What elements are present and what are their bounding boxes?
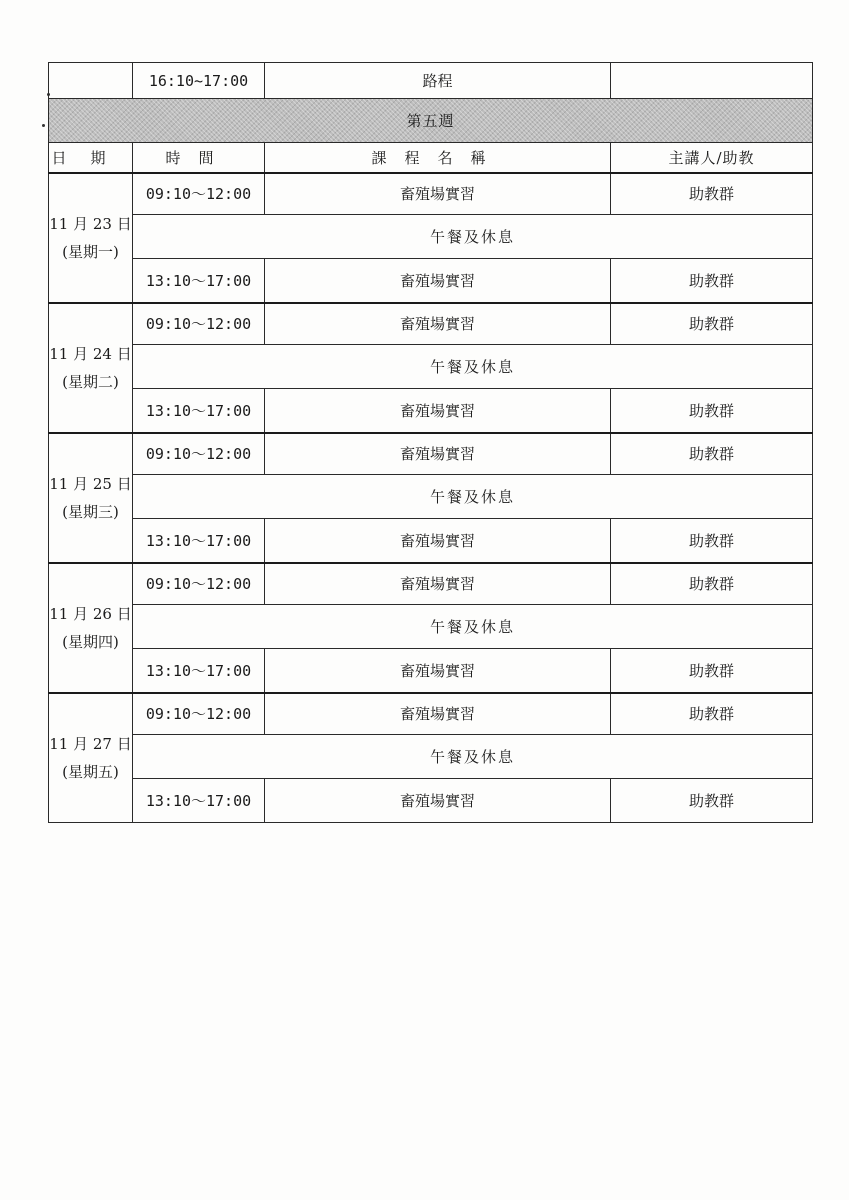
- header-course: 課程名稱: [265, 143, 611, 173]
- day-lunch-row: [49, 345, 813, 389]
- afternoon-teacher: 助教群: [611, 389, 813, 433]
- morning-course: 畜殖場實習: [265, 433, 611, 475]
- scan-dot: [42, 124, 45, 127]
- day-weekday: (星期三): [62, 502, 119, 521]
- day-date-cell: [49, 303, 133, 433]
- day-morning-row: [49, 563, 813, 605]
- day-morning-row: [49, 693, 813, 735]
- day-lunch-row: [49, 475, 813, 519]
- top-row-course: 路程: [265, 63, 611, 99]
- day-morning-row: [49, 173, 813, 215]
- days-body: [49, 173, 813, 823]
- morning-course: 畜殖場實習: [265, 173, 611, 215]
- afternoon-teacher: 助教群: [611, 259, 813, 303]
- day-date: 11 月 23 日: [49, 214, 132, 233]
- morning-course: 畜殖場實習: [265, 303, 611, 345]
- day-afternoon-row: [49, 519, 813, 563]
- afternoon-teacher: 助教群: [611, 649, 813, 693]
- afternoon-teacher: 助教群: [611, 779, 813, 823]
- afternoon-course: 畜殖場實習: [265, 259, 611, 303]
- day-date-cell: [49, 433, 133, 563]
- afternoon-course: 畜殖場實習: [265, 649, 611, 693]
- morning-teacher: 助教群: [611, 433, 813, 475]
- day-date: 11 月 24 日: [49, 344, 132, 363]
- week-title: 第五週: [49, 99, 813, 143]
- header-row: [49, 143, 813, 173]
- lunch-break: 午餐及休息: [133, 215, 813, 259]
- day-afternoon-row: [49, 649, 813, 693]
- header-time: 時間: [133, 143, 265, 173]
- lunch-break: 午餐及休息: [133, 605, 813, 649]
- lunch-break: 午餐及休息: [133, 475, 813, 519]
- week-bar: [49, 99, 813, 143]
- day-date-cell: [49, 563, 133, 693]
- afternoon-time: 13:10～17:00: [133, 389, 265, 433]
- lunch-break: 午餐及休息: [133, 735, 813, 779]
- day-date: 11 月 27 日: [49, 734, 132, 753]
- afternoon-course: 畜殖場實習: [265, 779, 611, 823]
- afternoon-time: 13:10～17:00: [133, 779, 265, 823]
- day-morning-row: [49, 433, 813, 475]
- header-teacher: 主講人/助教: [611, 143, 813, 173]
- morning-time: 09:10～12:00: [133, 693, 265, 735]
- morning-teacher: 助教群: [611, 563, 813, 605]
- day-afternoon-row: [49, 389, 813, 433]
- afternoon-course: 畜殖場實習: [265, 389, 611, 433]
- day-weekday: (星期四): [62, 632, 119, 651]
- afternoon-time: 13:10～17:00: [133, 259, 265, 303]
- top-row: [49, 63, 813, 99]
- lunch-break: 午餐及休息: [133, 345, 813, 389]
- top-row-time: 16:10~17:00: [133, 63, 265, 99]
- day-weekday: (星期五): [62, 762, 119, 781]
- morning-time: 09:10～12:00: [133, 563, 265, 605]
- day-lunch-row: [49, 735, 813, 779]
- top-row-teacher-cell: [611, 63, 813, 99]
- afternoon-time: 13:10～17:00: [133, 519, 265, 563]
- day-lunch-row: [49, 605, 813, 649]
- morning-time: 09:10～12:00: [133, 303, 265, 345]
- morning-course: 畜殖場實習: [265, 693, 611, 735]
- day-afternoon-row: [49, 259, 813, 303]
- top-row-date-cell: [49, 63, 133, 99]
- day-afternoon-row: [49, 779, 813, 823]
- afternoon-time: 13:10～17:00: [133, 649, 265, 693]
- day-weekday: (星期二): [62, 372, 119, 391]
- morning-time: 09:10～12:00: [133, 433, 265, 475]
- day-date-cell: [49, 173, 133, 303]
- header-date: 日期: [49, 143, 133, 173]
- morning-teacher: 助教群: [611, 693, 813, 735]
- morning-teacher: 助教群: [611, 303, 813, 345]
- day-lunch-row: [49, 215, 813, 259]
- day-morning-row: [49, 303, 813, 345]
- day-date: 11 月 26 日: [49, 604, 132, 623]
- day-date-cell: [49, 693, 133, 823]
- day-date: 11 月 25 日: [49, 474, 132, 493]
- morning-time: 09:10～12:00: [133, 173, 265, 215]
- afternoon-course: 畜殖場實習: [265, 519, 611, 563]
- afternoon-teacher: 助教群: [611, 519, 813, 563]
- day-weekday: (星期一): [62, 242, 119, 261]
- morning-teacher: 助教群: [611, 173, 813, 215]
- morning-course: 畜殖場實習: [265, 563, 611, 605]
- schedule-table: [48, 62, 813, 823]
